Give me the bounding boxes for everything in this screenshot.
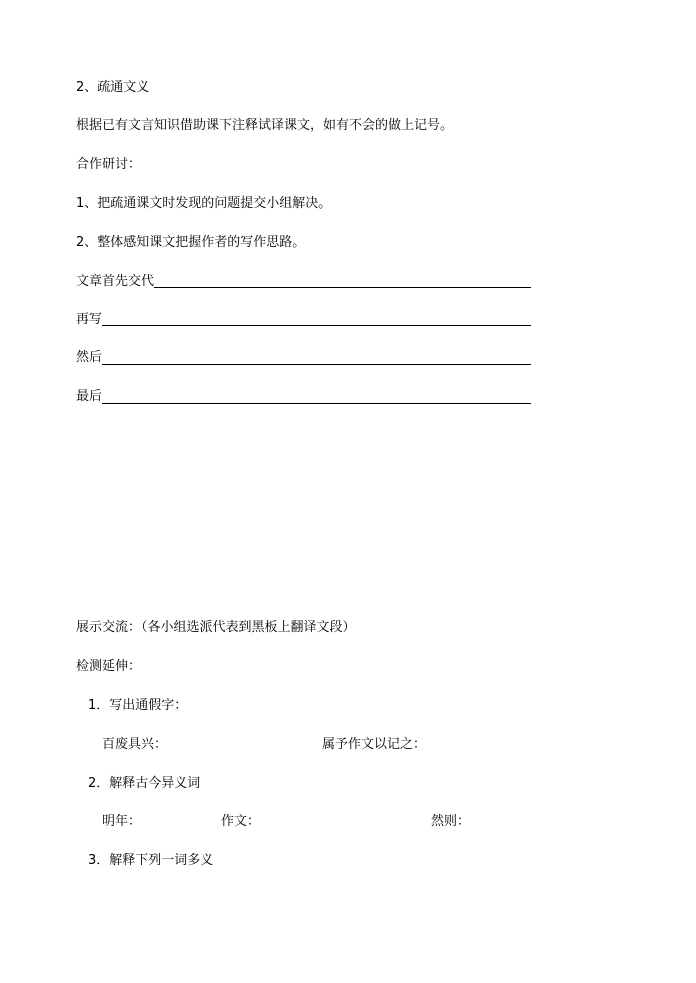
question-3-title: 3．解释下列一词多义 <box>88 853 214 868</box>
cooperation-item-1: 1、把疏通课文时发现的问题提交小组解决。 <box>76 196 332 211</box>
question-1-item-2: 属予作文以记之： <box>322 737 427 752</box>
section-heading-2: 2、疏通文义 <box>76 80 150 95</box>
question-1-item-1: 百废具兴： <box>102 737 168 752</box>
question-1-title: 1．写出通假字： <box>88 698 188 713</box>
display-heading: 展示交流：（各小组选派代表到黑板上翻译文段） <box>76 620 356 635</box>
blank-label-last: 最后 <box>76 389 103 404</box>
blank-label-first: 文章首先交代 <box>76 274 155 289</box>
blank-label-then: 再写 <box>76 312 103 327</box>
answer-line-after[interactable] <box>102 364 531 365</box>
translation-instruction: 根据已有文言知识借助课下注释试译课文，如有不会的做上记号。 <box>76 118 454 133</box>
question-2-item-2: 作文： <box>221 814 261 829</box>
answer-line-last[interactable] <box>102 403 531 404</box>
answer-line-then[interactable] <box>102 325 531 326</box>
answer-line-first[interactable] <box>154 287 531 288</box>
cooperation-item-2: 2、整体感知课文把握作者的写作思路。 <box>76 235 306 250</box>
question-2-title: 2．解释古今异义词 <box>88 776 201 791</box>
question-2-item-1: 明年： <box>102 814 142 829</box>
extension-heading: 检测延伸： <box>76 659 142 674</box>
cooperation-heading: 合作研讨： <box>76 157 142 172</box>
question-2-item-3: 然则： <box>431 814 471 829</box>
blank-label-after: 然后 <box>76 350 103 365</box>
